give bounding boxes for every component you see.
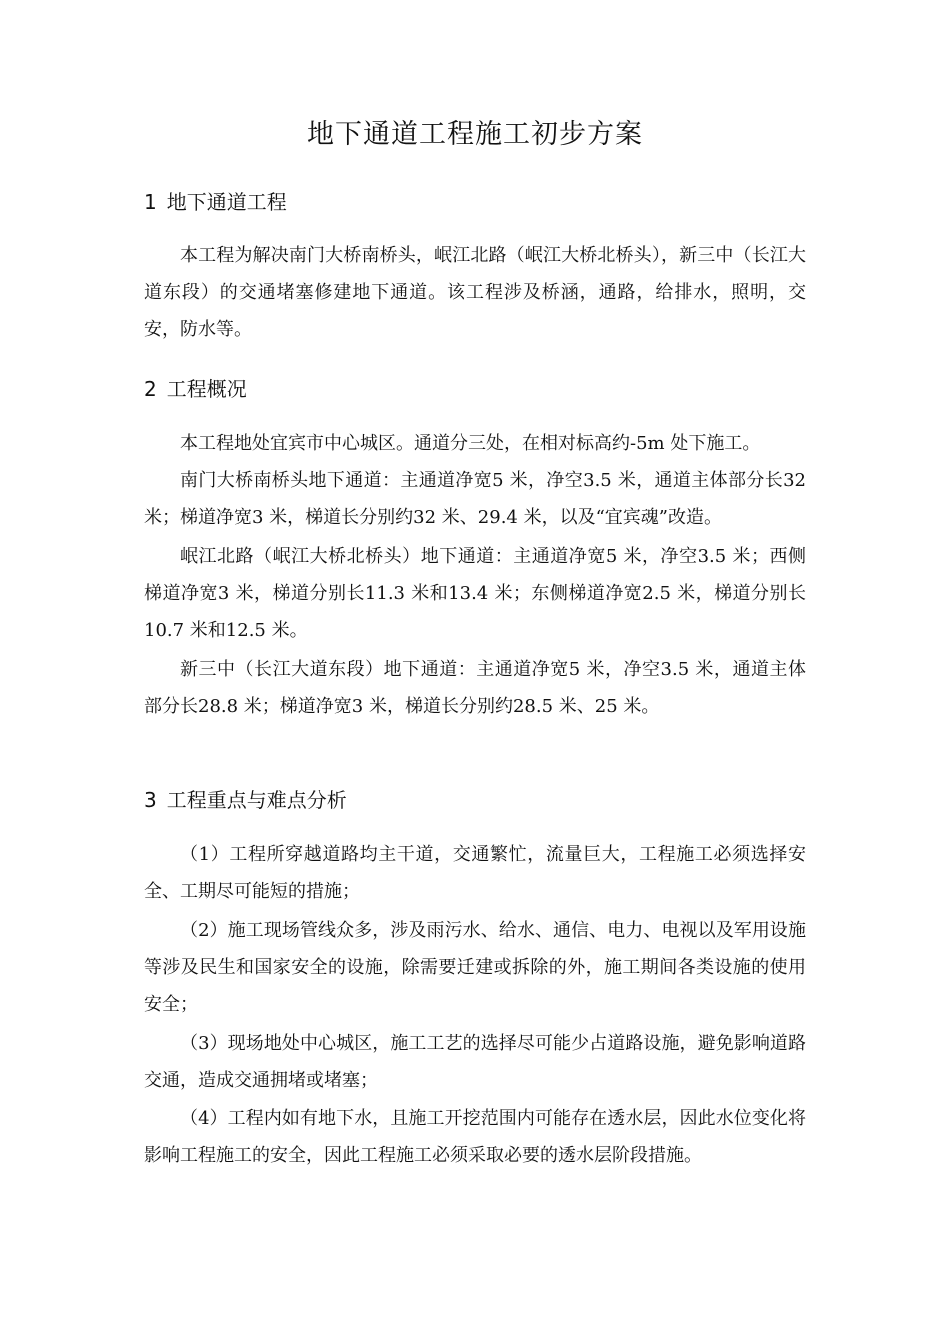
section-title: 工程重点与难点分析 — [166, 788, 347, 812]
section-3-paragraph-1: （1）工程所穿越道路均主干道，交通繁忙，流量巨大，工程施工必须选择安全、工期尽可能短的措施； — [144, 844, 806, 902]
section-number: 1 — [144, 190, 157, 214]
section-2-paragraph-1: 本工程地处宜宾市中心城区。通道分三处，在相对标高约-5m 处下施工。 — [180, 433, 761, 454]
document-title: 地下通道工程施工初步方案 — [307, 119, 643, 150]
section-1-heading — [144, 186, 287, 215]
section-2-paragraph-4: 新三中（长江大道东段）地下通道：主通道净宽5 米，净空3.5 米，通道主体部分长28.8 米；梯道净宽3 米，梯道长分别约28.5 米、25 米。 — [144, 659, 806, 717]
section-3-heading — [144, 784, 347, 813]
section-1-paragraph-1: 本工程为解决南门大桥南桥头，岷江北路（岷江大桥北桥头），新三中（长江大道东段）的交通堵塞修建地下通道。该工程涉及桥涵，通路，给排水，照明，交安，防水等。 — [144, 245, 806, 340]
section-title: 工程概况 — [166, 377, 247, 401]
section-2-paragraph-3: 岷江北路（岷江大桥北桥头）地下通道：主通道净宽5 米，净空3.5 米；西侧梯道净宽3 米，梯道分别长11.3 米和13.4 米；东侧梯道净宽2.5 米，梯道分别长10.7 米和12.5 米。 — [144, 546, 806, 641]
section-title: 地下通道工程 — [166, 190, 287, 214]
section-3-paragraph-3: （3）现场地处中心城区，施工工艺的选择尽可能少占道路设施，避免影响道路交通，造成交通拥堵或堵塞； — [144, 1033, 806, 1091]
section-number: 2 — [144, 377, 157, 401]
section-2-heading — [144, 373, 247, 402]
section-3-paragraph-2: （2）施工现场管线众多，涉及雨污水、给水、通信、电力、电视以及军用设施等涉及民生和国家安全的设施，除需要迁建或拆除的外，施工期间各类设施的使用安全； — [144, 920, 806, 1015]
section-2-paragraph-2: 南门大桥南桥头地下通道：主通道净宽5 米，净空3.5 米，通道主体部分长32 米；梯道净宽3 米，梯道长分别约32 米、29.4 米，以及“宜宾魂”改造。 — [144, 470, 806, 528]
section-3-paragraph-4: （4）工程内如有地下水，且施工开挖范围内可能存在透水层，因此水位变化将影响工程施工的安全，因此工程施工必须采取必要的透水层阶段措施。 — [144, 1108, 806, 1166]
section-number: 3 — [144, 788, 157, 812]
